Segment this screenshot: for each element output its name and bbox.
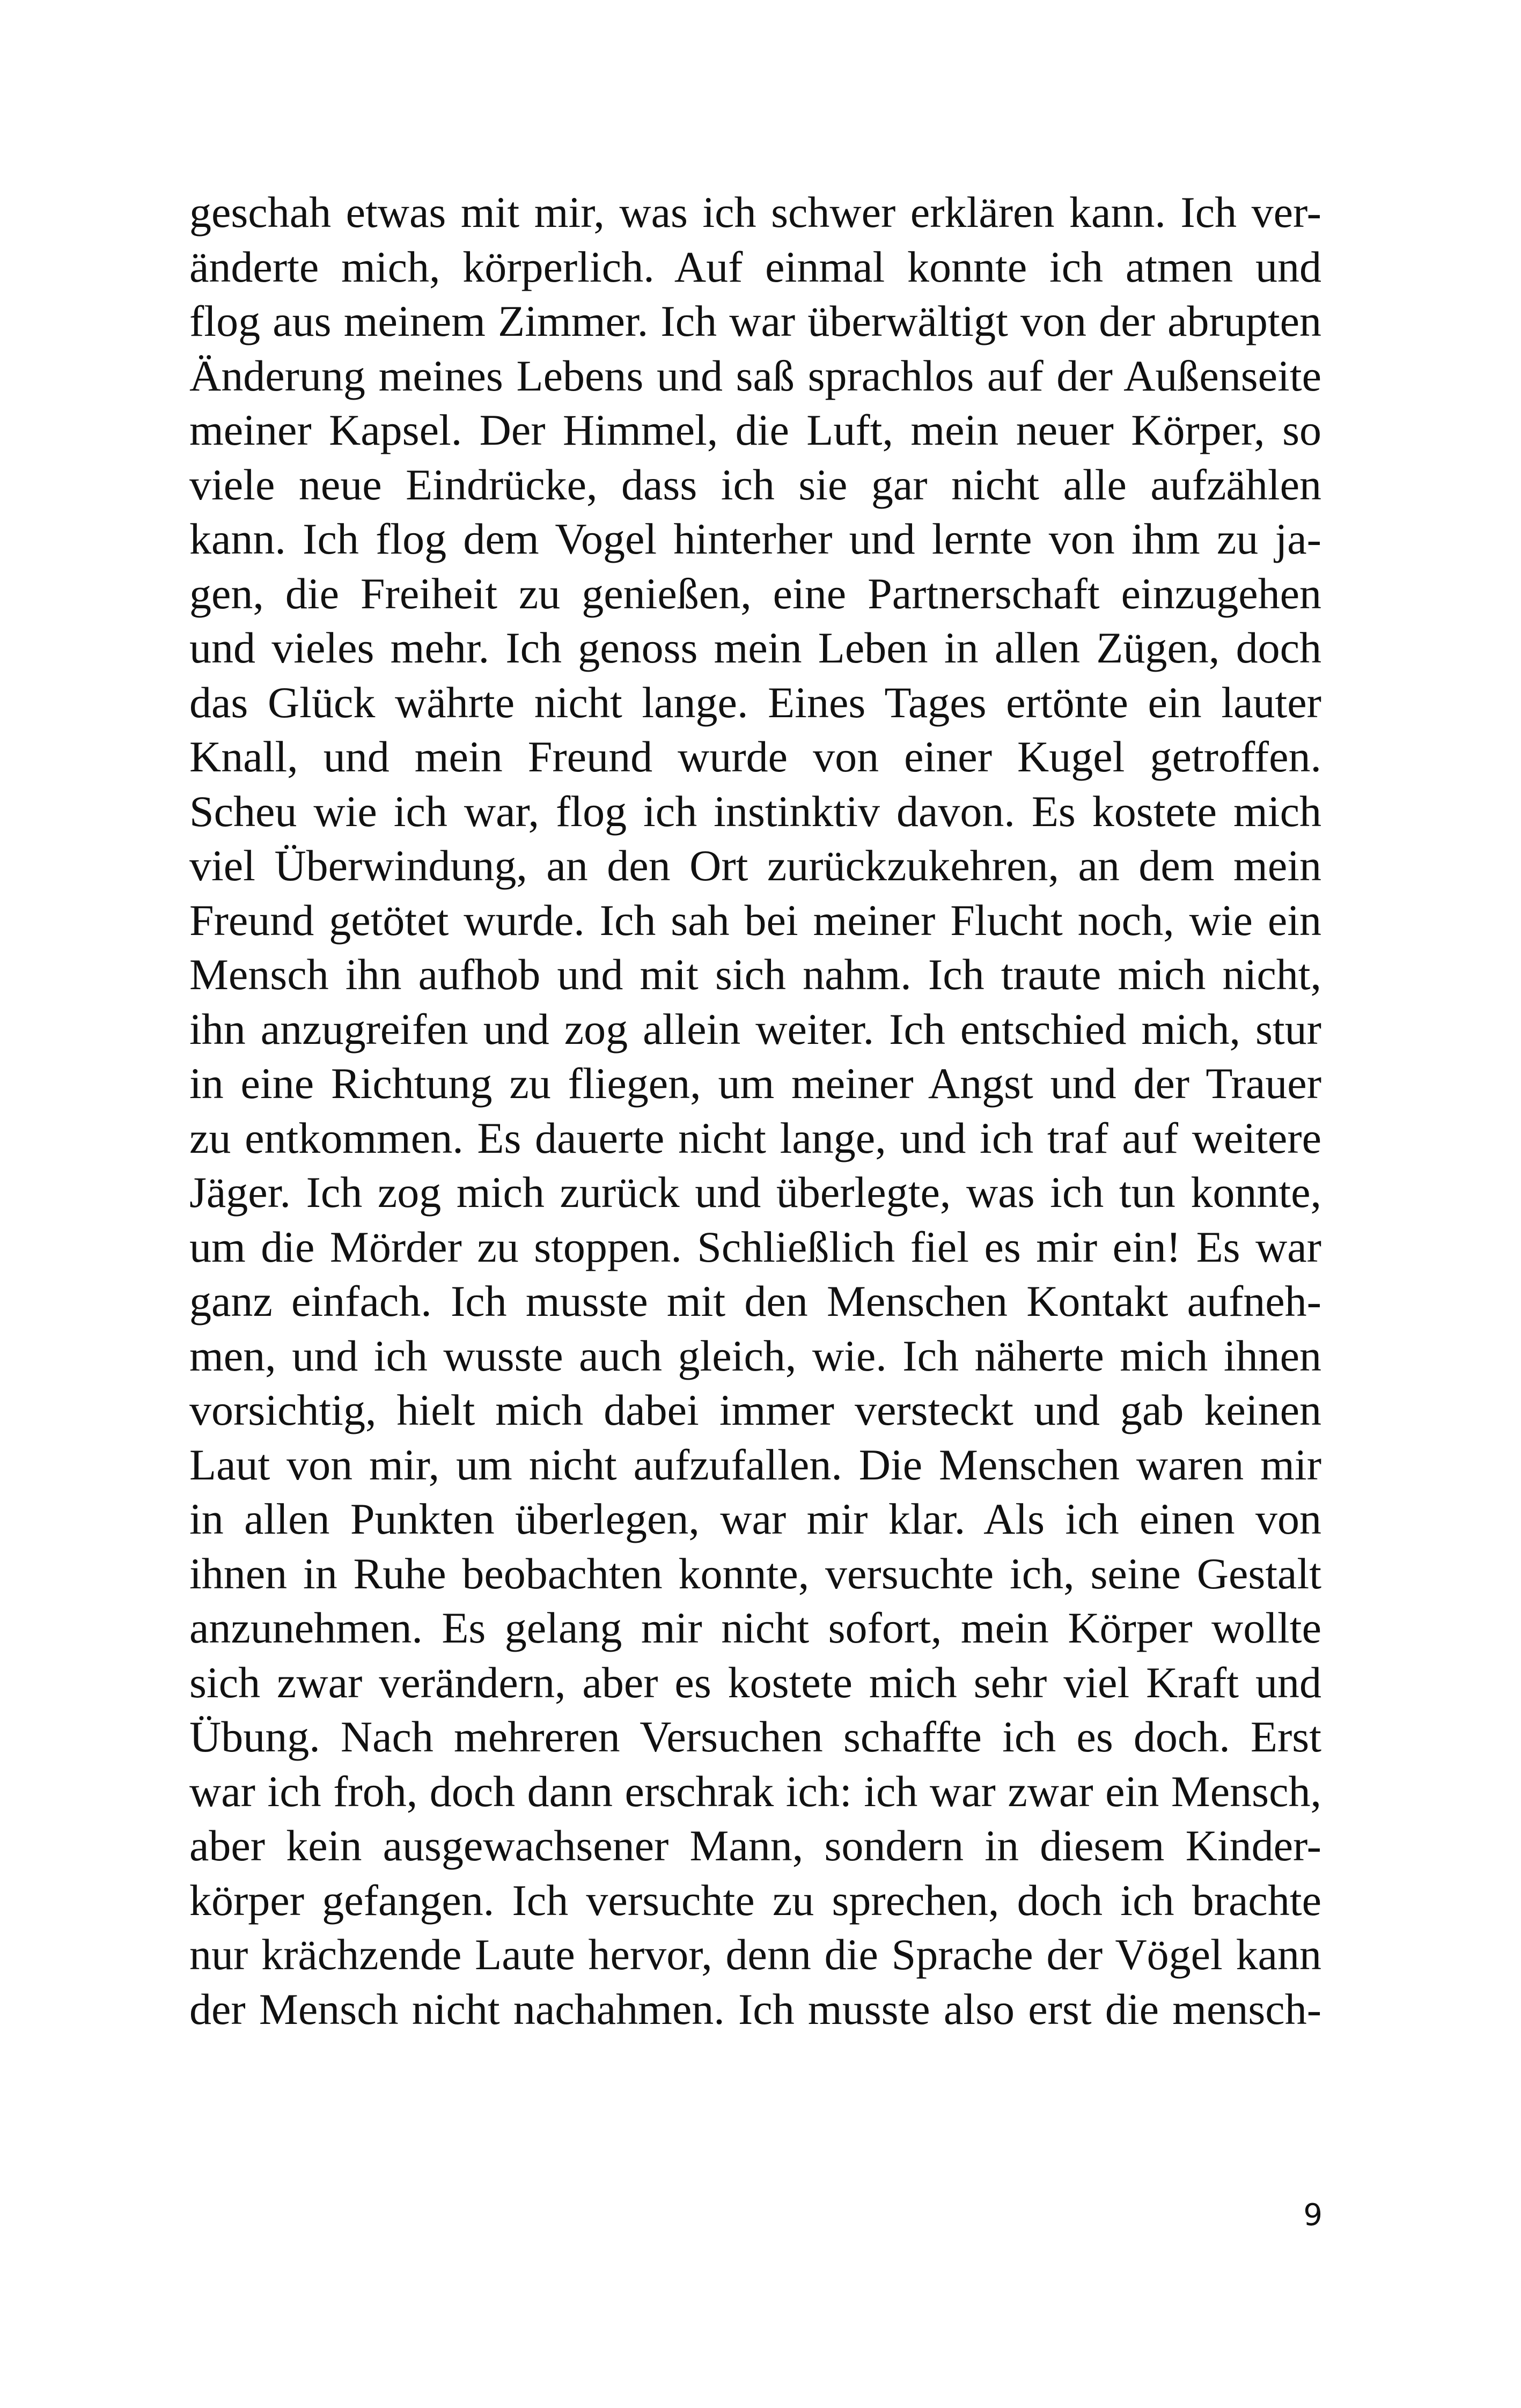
text-line: und vieles mehr. Ich genoss mein Leben in allen Zügen, doch xyxy=(189,623,1321,672)
text-line: Scheu wie ich war, flog ich instinktiv davon. Es kostete mich xyxy=(189,786,1321,836)
text-line: Übung. Nach mehreren Versuchen schaffte ich es doch. Erst xyxy=(189,1712,1321,1761)
text-line: das Glück währte nicht lange. Eines Tages ertönte ein lauter xyxy=(189,678,1321,727)
body-text xyxy=(189,185,1321,2036)
text-line: Jäger. Ich zog mich zurück und überlegte, was ich tun konnte, xyxy=(189,1168,1321,1217)
page-number: 9 xyxy=(1303,2198,1322,2233)
text-line: sich zwar verändern, aber es kostete mich sehr viel Kraft und xyxy=(189,1658,1321,1707)
text-line: kann. Ich flog dem Vogel hinterher und lernte von ihm zu ja- xyxy=(189,514,1321,563)
text-line: körper gefangen. Ich versuchte zu sprechen, doch ich brachte xyxy=(189,1875,1321,1925)
text-line: men, und ich wusste auch gleich, wie. Ich näherte mich ihnen xyxy=(189,1331,1321,1380)
text-line: viele neue Eindrücke, dass ich sie gar nicht alle aufzählen xyxy=(189,460,1321,509)
text-line: Mensch ihn aufhob und mit sich nahm. Ich traute mich nicht, xyxy=(189,950,1321,999)
text-line: Laut von mir, um nicht aufzufallen. Die Menschen waren mir xyxy=(189,1440,1321,1489)
text-line: Knall, und mein Freund wurde von einer Kugel getroffen. xyxy=(189,732,1321,781)
text-line: nur krächzende Laute hervor, denn die Sprache der Vögel kann xyxy=(189,1930,1321,1979)
text-line: Änderung meines Lebens und saß sprachlos auf der Außenseite xyxy=(189,351,1321,400)
text-line: anzunehmen. Es gelang mir nicht sofort, mein Körper wollte xyxy=(189,1603,1321,1652)
text-line: in allen Punkten überlegen, war mir klar. Als ich einen von xyxy=(189,1494,1321,1543)
text-line: um die Mörder zu stoppen. Schließlich fiel es mir ein! Es war xyxy=(189,1222,1321,1271)
text-line: vorsichtig, hielt mich dabei immer versteckt und gab keinen xyxy=(189,1386,1321,1434)
text-line: viel Überwindung, an den Ort zurückzukehren, an dem mein xyxy=(189,841,1321,890)
text-line: ihnen in Ruhe beobachten konnte, versuchte ich, seine Gestalt xyxy=(189,1549,1321,1598)
text-line: in eine Richtung zu fliegen, um meiner Angst und der Trauer xyxy=(189,1059,1321,1108)
text-line: ganz einfach. Ich musste mit den Menschen Kontakt aufneh- xyxy=(189,1277,1321,1325)
text-line: der Mensch nicht nachahmen. Ich musste also erst die mensch- xyxy=(189,1984,1321,2034)
text-line: aber kein ausgewachsener Mann, sondern in diesem Kinder- xyxy=(189,1821,1321,1870)
text-line: zu entkommen. Es dauerte nicht lange, und ich traf auf weitere xyxy=(189,1113,1321,1162)
text-line: geschah etwas mit mir, was ich schwer erklären kann. Ich ver- xyxy=(189,188,1321,237)
text-line: meiner Kapsel. Der Himmel, die Luft, mein neuer Körper, so xyxy=(189,406,1321,454)
text-line: flog aus meinem Zimmer. Ich war überwältigt von der abrupten xyxy=(189,297,1321,345)
text-line: ihn anzugreifen und zog allein weiter. Ich entschied mich, stur xyxy=(189,1004,1321,1054)
text-line: gen, die Freiheit zu genießen, eine Partnerschaft einzugehen xyxy=(189,569,1321,618)
text-line: änderte mich, körperlich. Auf einmal konnte ich atmen und xyxy=(189,242,1321,291)
text-line: Freund getötet wurde. Ich sah bei meiner Flucht noch, wie ein xyxy=(189,895,1321,945)
text-line: war ich froh, doch dann erschrak ich: ich war zwar ein Mensch, xyxy=(189,1766,1321,1816)
